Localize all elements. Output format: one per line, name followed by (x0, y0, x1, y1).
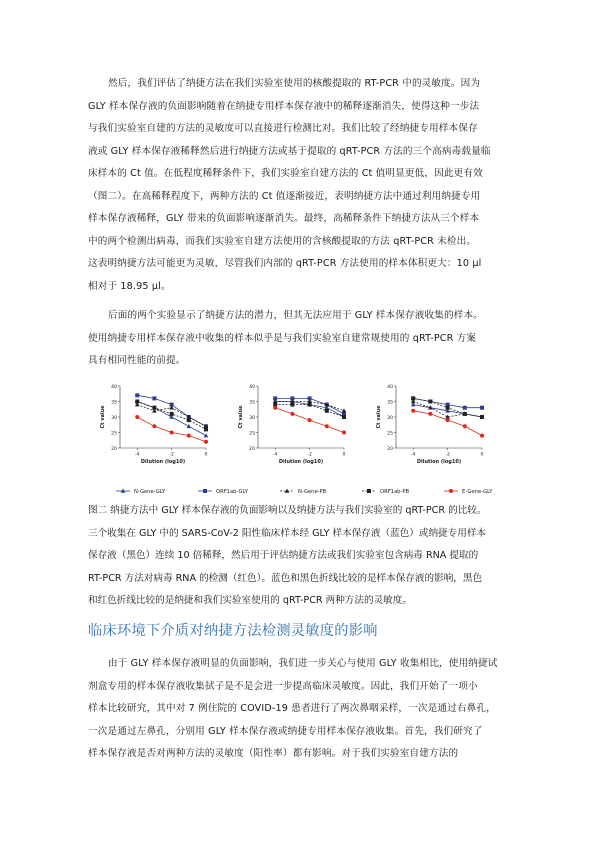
legend-item (280, 489, 327, 495)
paragraph-line: 中的两个检测出病毒，而我们实验室自建方法使用的含核酸提取的方法 qRT-PCR 未检出。 (88, 235, 477, 247)
data-point (187, 434, 191, 438)
data-point (290, 412, 294, 416)
y-axis-label: Ct value (238, 405, 244, 429)
legend-item (116, 489, 166, 495)
legend-item (444, 489, 493, 495)
data-point (135, 415, 139, 419)
data-point (204, 427, 208, 431)
y-tick-label: 30 (111, 415, 117, 421)
data-point (480, 415, 484, 419)
data-point (187, 424, 192, 428)
caption-line: 三个收集在 GLY 中的 SARS-CoV-2 阳性临床样本经 GLY 样本保存液（蓝色）或纳捷专用样本 (88, 527, 487, 539)
data-point (411, 409, 415, 413)
legend-marker (449, 489, 453, 493)
y-tick-label: 40 (111, 384, 117, 390)
paragraph-line: 剂盒专用的样本保存液收集拭子是不是会进一步提高临床灵敏度。因此，我们开始了一项小 (88, 680, 478, 692)
paragraph-line: 然后，我们评估了纳捷方法在我们实验室使用的核酸提取的 RT-PCR 中的灵敏度。因为 (108, 78, 481, 89)
paragraph-line: 与我们实验室自建的方法的灵敏度可以直接进行检测比对。我们比较了经纳捷专用样本保存 (88, 123, 478, 134)
paragraph-line: （图二）。在高稀释程度下，两种方法的 Ct 值逐渐接近，表明纳捷方法中通过利用纳捷专用 (88, 190, 481, 202)
legend-label: N-Gene-PB (298, 489, 327, 495)
paragraph-line: GLY 样本保存液的负面影响随着在纳捷专用样本保存液中的稀释逐渐消失，使得这种一步法 (88, 100, 480, 112)
section-heading: 临床环境下介质对纳捷方法检测灵敏度的影响 (88, 623, 378, 639)
y-tick-label: 20 (387, 446, 393, 452)
legend-label: ORF1ab-GLY (216, 489, 248, 495)
x-tick-label: -2 (169, 452, 174, 458)
x-tick-label: 0 (480, 452, 484, 458)
caption-line: 图二 纳捷方法中 GLY 样本保存液的负面影响以及纳捷方法与我们实验室的 qRT-PCR 的比较。 (88, 505, 487, 516)
paragraph-line: 一次是通过左鼻孔，分别用 GLY 样本保存液或纳捷专用样本保存液收集。首先，我们研究了 (88, 725, 483, 737)
y-tick-label: 25 (387, 431, 393, 437)
data-point (152, 406, 156, 410)
data-point (308, 403, 312, 407)
paragraph-line: 样本比较研究，其中对 7 例住院的 COVID-19 患者进行了两次鼻咽采样，一次是通过右鼻孔， (88, 703, 496, 714)
x-tick-label: 0 (342, 452, 346, 458)
data-point (308, 418, 312, 422)
series-orf1ab-gly (135, 393, 208, 428)
paragraph-line: 液或 GLY 样本保存液稀释然后进行纳捷方法或基于提取的 qRT-PCR 方法的三个高病毒载量临 (88, 145, 491, 157)
paragraph-line: 由于 GLY 样本保存液明显的负面影响，我们进一步关心与使用 GLY 收集相比，使用纳捷试 (108, 658, 498, 669)
data-point (325, 424, 329, 428)
y-tick-label: 40 (249, 384, 255, 390)
data-point (428, 400, 432, 404)
y-tick-label: 20 (249, 446, 255, 452)
data-point (342, 431, 346, 435)
legend-label: N-Gene-GLY (134, 489, 166, 495)
chart-sample-1 (96, 380, 216, 480)
data-point (170, 431, 174, 435)
legend-label: E-Gene-GLY (462, 489, 493, 495)
legend-item (198, 489, 249, 495)
series-e-gene-gly (135, 415, 208, 444)
y-axis-label: Ct value (376, 405, 382, 429)
data-point (187, 418, 191, 422)
x-axis-label: Dilution (log10) (416, 459, 462, 465)
data-point (135, 400, 139, 404)
data-point (273, 406, 277, 410)
y-tick-label: 25 (111, 431, 117, 437)
x-tick-label: -4 (410, 452, 416, 458)
y-tick-label: 25 (249, 431, 255, 437)
x-axis-label: Dilution (log10) (278, 459, 324, 465)
data-point (411, 396, 415, 400)
y-tick-label: 30 (249, 415, 255, 421)
series-line (137, 395, 206, 426)
paragraph-line: 这表明纳捷方法可能更为灵敏，尽管我们内部的 qRT-PCR 方法使用的样本体积更大：10 μl (88, 258, 482, 269)
data-point (446, 406, 450, 410)
data-point (342, 408, 347, 412)
chart-sample-2 (234, 380, 354, 480)
caption-line: 保存液（黑色）连续 10 倍稀释，然后用于评估纳捷方法或我们实验室包含病毒 RNA 提取的 (88, 550, 479, 561)
paragraph-line: 相对于 18.95 μl。 (88, 280, 171, 292)
data-point (152, 396, 156, 400)
data-point (204, 440, 208, 444)
paragraph-line: 样本保存液是否对两种方法的灵敏度（阳性率）都有影响。对于我们实验室自建方法的 (88, 748, 459, 759)
paragraph-3 (88, 653, 510, 766)
y-tick-label: 35 (111, 400, 117, 406)
paragraph-line: 使用纳捷专用样本保存液中收集的样本似乎是与我们实验室自建常规使用的 qRT-PCR 方案 (88, 332, 477, 344)
y-tick-label: 30 (387, 415, 393, 421)
paragraph-2 (88, 305, 510, 373)
y-tick-label: 40 (387, 384, 393, 390)
data-point (204, 433, 209, 437)
paragraph-line: 具有相同性能的前提。 (88, 355, 186, 366)
figure-caption (88, 500, 510, 613)
series-e-gene-gly (273, 406, 346, 435)
data-point (480, 434, 484, 438)
caption-line: RT-PCR 方法对病毒 RNA 的检测（红色）。蓝色和黑色折线比较的是样本保存液的影响，黑色 (88, 572, 483, 584)
data-point (342, 415, 346, 419)
legend-marker (203, 489, 207, 493)
y-tick-label: 20 (111, 446, 117, 452)
data-point (463, 424, 467, 428)
data-point (170, 412, 174, 416)
caption-line: 和红色折线比较的是纳捷和我们实验室使用的 qRT-PCR 两种方法的灵敏度。 (88, 595, 412, 606)
data-point (135, 393, 139, 397)
paragraph-1 (88, 73, 510, 298)
data-point (290, 403, 294, 407)
legend-marker (367, 489, 371, 493)
data-point (446, 418, 450, 422)
data-point (325, 409, 329, 413)
x-tick-label: -2 (307, 452, 312, 458)
paragraph-line: 样本保存液稀释，GLY 带来的负面影响逐渐消失。最终，高稀释条件下纳捷方法从三个样本 (88, 213, 480, 224)
paragraph-line: 床样本的 Ct 值。在低程度稀释条件下，我们实验室自建方法的 Ct 值明显更低，因此更有效 (88, 168, 483, 179)
data-point (463, 412, 467, 416)
legend-item (362, 489, 409, 495)
data-point (428, 412, 432, 416)
data-point (152, 424, 156, 428)
legend-label: ORF1ab-PB (380, 489, 410, 495)
y-tick-label: 35 (249, 400, 255, 406)
x-axis-label: Dilution (log10) (140, 459, 186, 465)
y-tick-label: 35 (387, 400, 393, 406)
figure-2-charts (96, 380, 516, 495)
x-tick-label: -4 (134, 452, 140, 458)
y-axis-label: Ct value (100, 405, 106, 429)
series-line (413, 411, 482, 436)
data-point (463, 406, 467, 410)
x-tick-label: 0 (204, 452, 208, 458)
chart-sample-3 (372, 380, 492, 480)
x-tick-label: -2 (445, 452, 450, 458)
chart-legend (96, 484, 516, 498)
x-tick-label: -4 (272, 452, 278, 458)
data-point (480, 406, 484, 410)
paragraph-line: 后面的两个实验显示了纳捷方法的潜力，但其无法应用于 GLY 样本保存液收集的样本。 (108, 310, 483, 321)
series-e-gene-gly (411, 409, 484, 438)
